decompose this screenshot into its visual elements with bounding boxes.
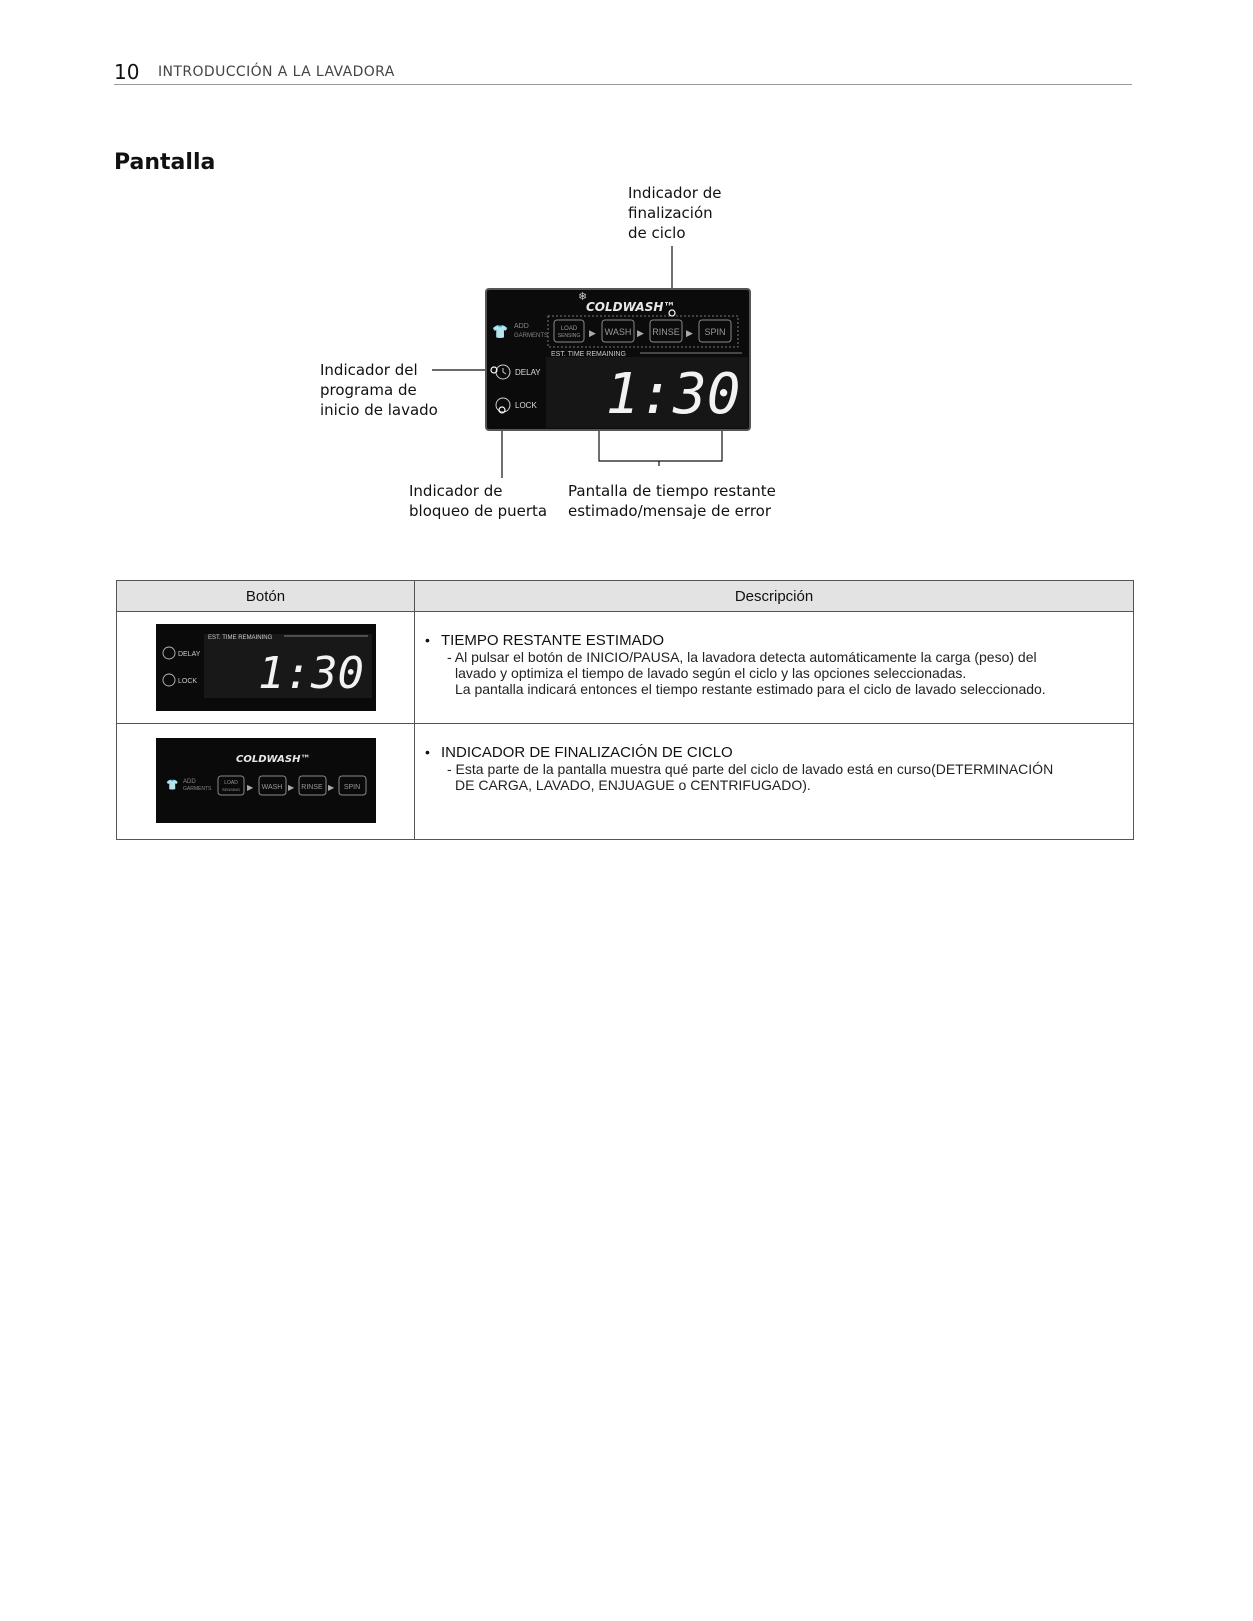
add-garments-line2: GARMENTS xyxy=(514,333,549,339)
item-title: TIEMPO RESTANTE ESTIMADO xyxy=(441,632,665,649)
page-title: Pantalla xyxy=(114,150,216,175)
step-wash-label: WASH xyxy=(604,327,632,337)
item-line: La pantalla indicará entonces el tiempo restante estimado para el ciclo de lavado seleccionado. xyxy=(455,681,1046,697)
time-display-thumbnail xyxy=(156,624,376,711)
callout-cycle-indicator: Indicador de finalización de ciclo xyxy=(628,184,722,242)
row-description-cell xyxy=(415,612,1134,724)
table-header-row xyxy=(117,581,1134,612)
row-image-cell xyxy=(117,724,415,840)
add-garments-line1: ADD xyxy=(182,779,196,785)
button-description-table xyxy=(116,580,1134,840)
section-heading: INTRODUCCIÓN A LA LAVADORA xyxy=(158,64,395,80)
brand-label: COLDWASH™ xyxy=(235,754,310,765)
time-readout: 1:30 xyxy=(257,648,364,699)
row-description-cell xyxy=(415,724,1134,840)
arrow-icon: ▶ xyxy=(686,329,693,339)
step-spin-label: SPIN xyxy=(704,327,726,337)
item-line: lavado y optimiza el tiempo de lavado según el ciclo y las opciones seleccionadas. xyxy=(455,665,967,681)
cycle-indicator-thumbnail xyxy=(156,738,376,823)
row-image-cell xyxy=(117,612,415,724)
svg-text:▶: ▶ xyxy=(287,783,294,792)
lock-label: LOCK xyxy=(515,401,537,410)
est-time-label: EST. TIME REMAINING xyxy=(551,351,626,358)
arrow-icon: ▶ xyxy=(589,329,596,339)
step-load-label: LOAD xyxy=(560,326,578,332)
svg-text:SENSING: SENSING xyxy=(221,787,240,792)
shirt-icon: 👕 xyxy=(492,325,509,340)
svg-text:▶: ▶ xyxy=(246,783,253,792)
add-garments-line2: GARMENTS xyxy=(182,786,211,792)
step-sensing-label: SENSING xyxy=(557,333,581,339)
time-readout: 1:30 xyxy=(605,362,741,427)
item-line: DE CARGA, LAVADO, ENJUAGUE o CENTRIFUGADO). xyxy=(455,777,811,793)
svg-text:LOAD: LOAD xyxy=(223,780,238,786)
bullet: • xyxy=(425,744,430,760)
step-wash-label: WASH xyxy=(261,784,282,791)
snowflake-icon: ❄ xyxy=(578,290,588,303)
lock-label: LOCK xyxy=(177,678,197,685)
item-heading xyxy=(425,744,1133,761)
item-line: - Al pulsar el botón de INICIO/PAUSA, la lavadora detecta automáticamente la carga (peso) del xyxy=(447,649,1037,665)
column-header: Descripción xyxy=(415,581,1134,612)
brand-label: COLDWASH™ xyxy=(586,300,676,314)
bullet: • xyxy=(425,632,430,648)
item-line: - Esta parte de la pantalla muestra qué parte del ciclo de lavado está en curso(DETERMINACIÓN xyxy=(447,761,1054,777)
est-time-label: EST. TIME REMAINING xyxy=(207,635,272,641)
delay-label: DELAY xyxy=(177,651,200,658)
arrow-icon: ▶ xyxy=(637,329,644,339)
column-header: Botón xyxy=(117,581,415,612)
step-spin-label: SPIN xyxy=(343,784,360,791)
item-body xyxy=(447,649,1133,697)
shirt-icon: 👕 xyxy=(165,780,178,791)
table-row xyxy=(117,724,1134,840)
delay-label: DELAY xyxy=(515,368,541,377)
control-panel-diagram xyxy=(0,0,1253,560)
item-title: INDICADOR DE FINALIZACIÓN DE CICLO xyxy=(441,744,733,761)
item-heading xyxy=(425,632,1133,649)
callout-time-display: Pantalla de tiempo restante estimado/mensaje de error xyxy=(568,482,776,520)
step-rinse-label: RINSE xyxy=(652,327,680,337)
callout-door-lock: Indicador de bloqueo de puerta xyxy=(409,482,548,520)
callout-delay-indicator: Indicador del programa de inicio de lavado xyxy=(320,361,438,419)
item-body xyxy=(447,761,1133,793)
svg-text:▶: ▶ xyxy=(327,783,334,792)
page-number: 10 xyxy=(114,60,140,84)
step-rinse-label: RINSE xyxy=(300,784,323,791)
add-garments-line1: ADD xyxy=(514,323,529,330)
table-row xyxy=(117,612,1134,724)
